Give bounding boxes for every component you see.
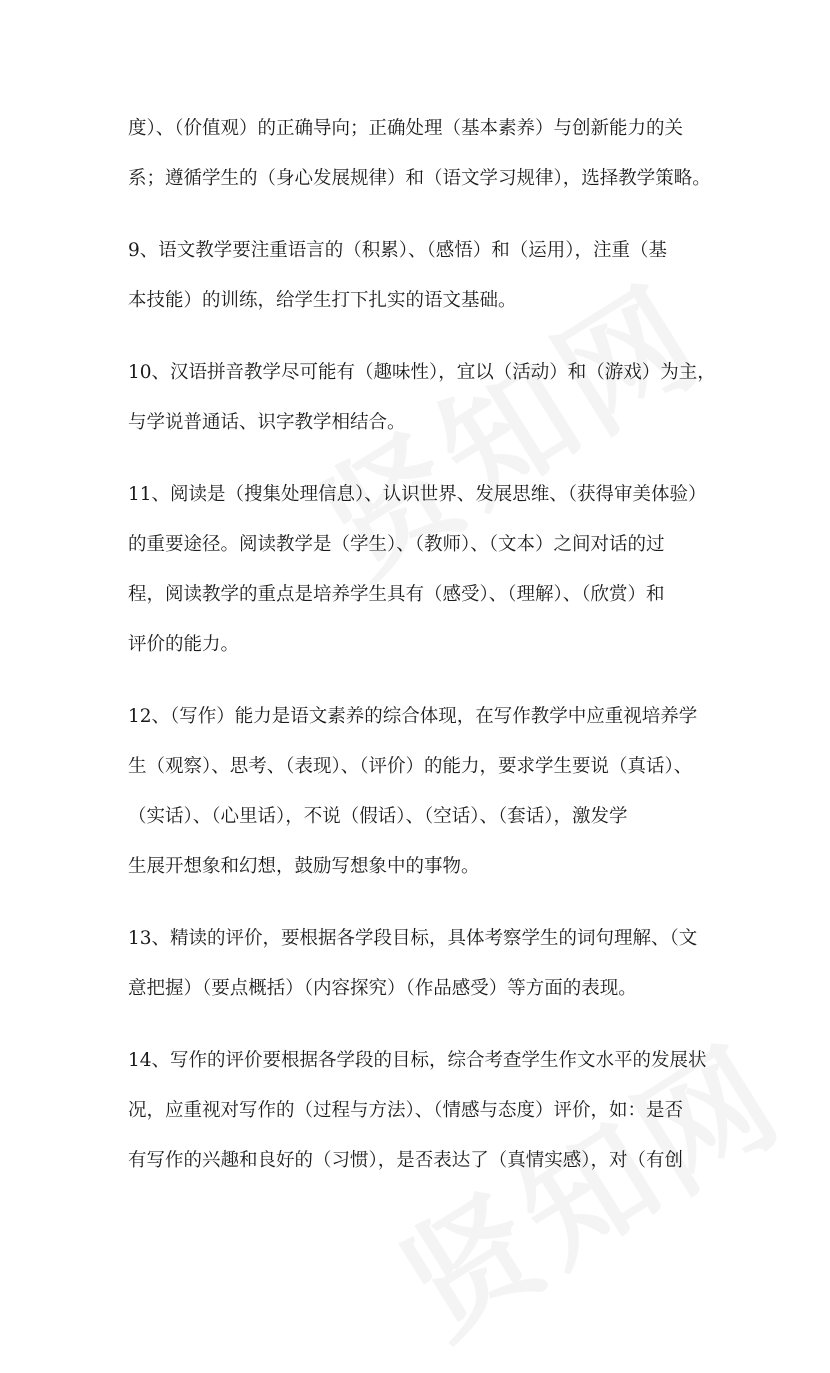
text-line: 生展开想象和幻想，鼓励写想象中的事物。	[128, 856, 480, 877]
text-line: 本技能）的训练，给学生打下扎实的语文基础。	[128, 290, 517, 311]
text-line: 14、写作的评价要根据各学段的目标，综合考查学生作文水平的发展状	[128, 1050, 707, 1071]
text-line: 13、精读的评价，要根据各学段目标，具体考察学生的词句理解、（文	[128, 928, 698, 949]
text-line: 系；遵循学生的（身心发展规律）和（语文学习规律），选择教学策略。	[128, 168, 711, 189]
text-line: 10、汉语拼音教学尽可能有（趣味性），宜以（活动）和（游戏）为主，	[128, 362, 716, 383]
text-line: 评价的能力。	[128, 634, 240, 655]
paragraph-item-11	[128, 470, 708, 670]
text-line: （实话）、（心里话），不说（假话）、（空话）、（套话），激发学	[128, 806, 628, 827]
text-line: 况，应重视对写作的（过程与方法）、（情感与态度）评价，如：是否	[128, 1100, 684, 1121]
text-line: 生（观察）、思考、（表现）、（评价）的能力，要求学生要说（真话）、	[128, 756, 693, 777]
paragraph-continued	[128, 104, 711, 204]
paragraph-item-10	[128, 348, 716, 448]
paragraph-item-9	[128, 226, 708, 326]
text-line: 12、（写作）能力是语文素养的综合体现，在写作教学中应重视培养学	[128, 706, 698, 727]
text-line: 程，阅读教学的重点是培养学生具有（感受）、（理解）、（欣赏）和	[128, 584, 665, 605]
paragraph-item-12	[128, 692, 708, 892]
text-line: 意把握）（要点概括）（内容探究）（作品感受）等方面的表现。	[128, 978, 637, 999]
text-line: 的重要途径。阅读教学是（学生）、（教师）、（文本）之间对话的过	[128, 534, 665, 555]
text-line: 9、语文教学要注重语言的（积累）、（感悟）和（运用），注重（基	[128, 240, 668, 261]
paragraph-item-13	[128, 914, 708, 1014]
text-line: 与学说普通话、识字教学相结合。	[128, 412, 406, 433]
text-line: 有写作的兴趣和良好的（习惯），是否表达了（真情实感），对（有创	[128, 1150, 684, 1171]
paragraph-item-14	[128, 1036, 708, 1186]
text-line: 度）、（价值观）的正确导向；正确处理（基本素养）与创新能力的关	[128, 118, 684, 139]
text-line: 11、阅读是（搜集处理信息）、认识世界、发展思维、（获得审美体验）	[128, 484, 707, 505]
document-body	[128, 104, 716, 1208]
